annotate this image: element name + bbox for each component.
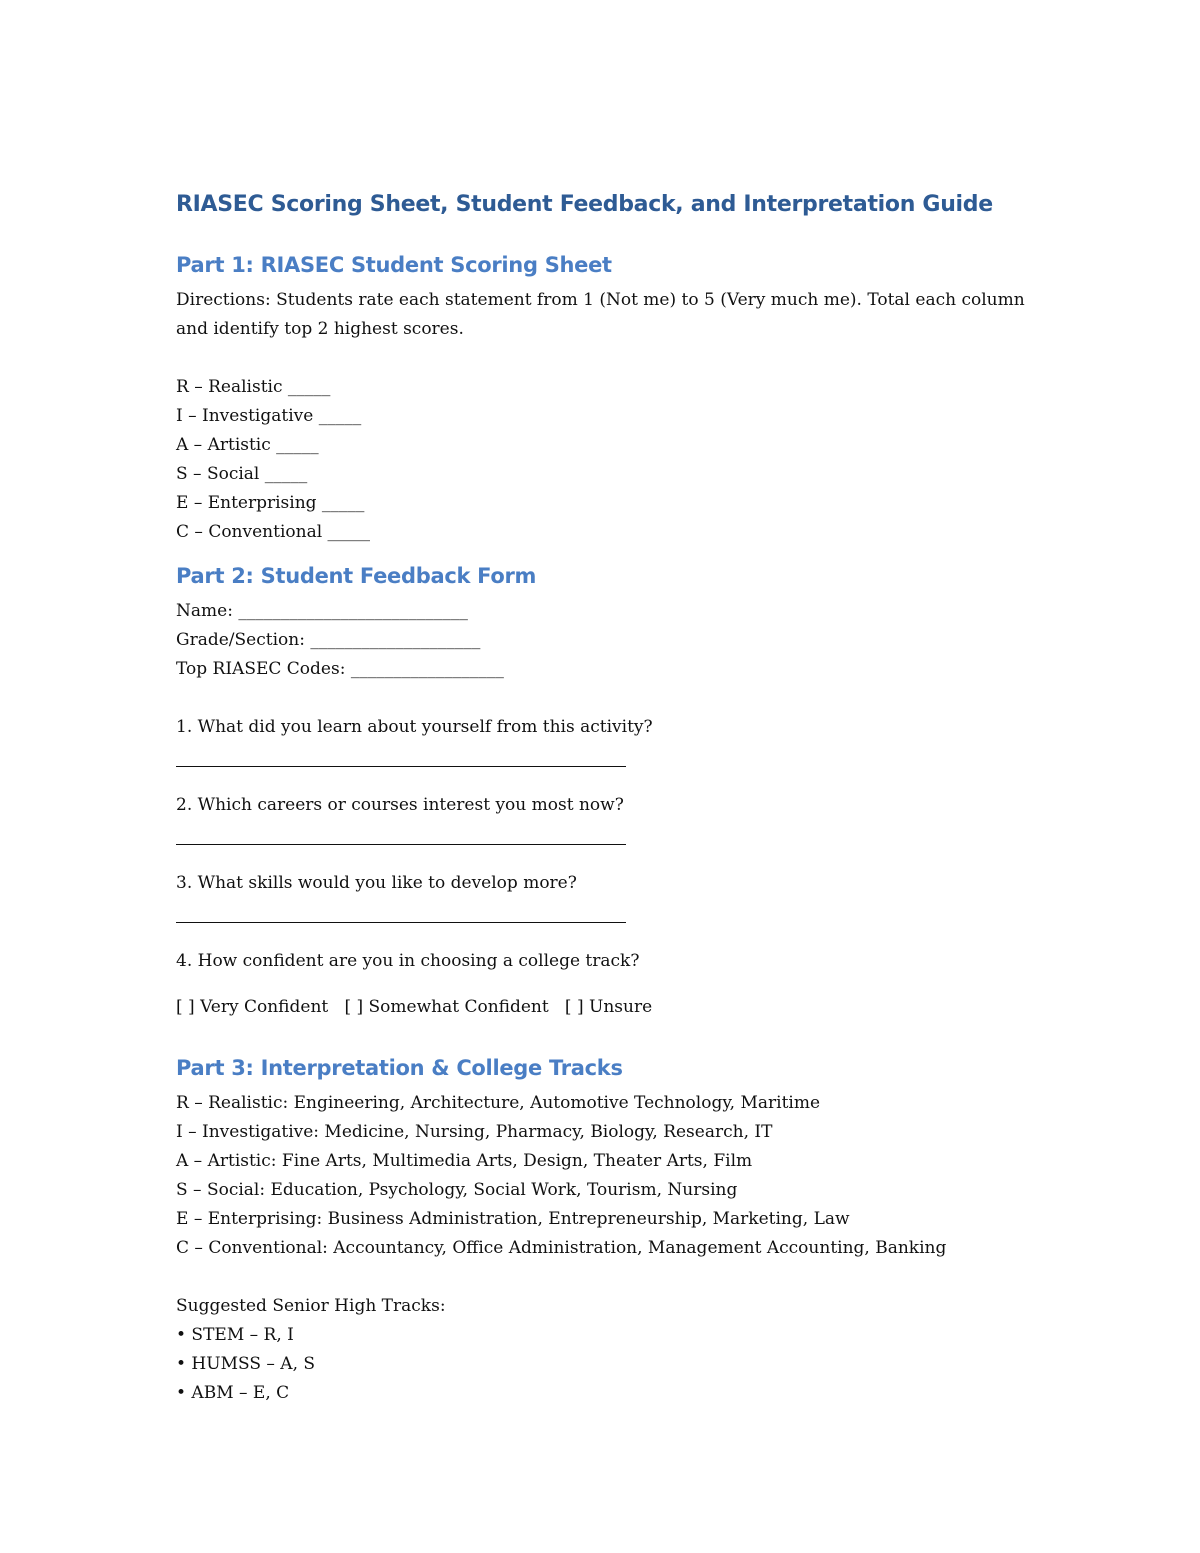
score-item-investigative: I – Investigative _____ <box>176 406 362 426</box>
score-item-social: S – Social _____ <box>176 464 308 484</box>
score-item-realistic: R – Realistic _____ <box>176 377 331 397</box>
answer-line-3 <box>176 898 626 923</box>
spacer <box>176 849 1056 869</box>
question-1 <box>176 713 1056 767</box>
score-item-artistic: A – Artistic _____ <box>176 435 319 455</box>
spacer <box>176 684 1056 713</box>
question-2-text: 2. Which careers or courses interest you most now? <box>176 795 624 815</box>
spacer <box>176 547 1056 561</box>
track-humss: • HUMSS – A, S <box>176 1354 316 1374</box>
score-item-conventional: C – Conventional _____ <box>176 522 371 542</box>
spacer <box>176 771 1056 791</box>
answer-line-1 <box>176 742 626 767</box>
question-4-text: 4. How confident are you in choosing a college track? <box>176 951 640 971</box>
name-field: Name: ___________________________ <box>176 601 468 621</box>
track-stem: • STEM – R, I <box>176 1325 294 1345</box>
question-3 <box>176 869 1056 923</box>
document-page <box>176 188 1056 1408</box>
part3-heading: Part 3: Interpretation & College Tracks <box>176 1056 623 1080</box>
interp-conventional: C – Conventional: Accountancy, Office Administration, Management Accounting, Banking <box>176 1238 947 1258</box>
question-1-text: 1. What did you learn about yourself from this activity? <box>176 717 653 737</box>
part2-heading: Part 2: Student Feedback Form <box>176 564 537 588</box>
grade-section-field: Grade/Section: ____________________ <box>176 630 481 650</box>
score-item-enterprising: E – Enterprising _____ <box>176 493 365 513</box>
interp-enterprising: E – Enterprising: Business Administration, Entrepreneurship, Marketing, Law <box>176 1209 850 1229</box>
document-title: RIASEC Scoring Sheet, Student Feedback, and Interpretation Guide <box>176 192 993 217</box>
top-codes-field: Top RIASEC Codes: __________________ <box>176 659 504 679</box>
spacer <box>176 1039 1056 1053</box>
confidence-options: [ ] Very Confident [ ] Somewhat Confident [ ] Unsure <box>176 997 653 1017</box>
interp-realistic: R – Realistic: Engineering, Architecture, Automotive Technology, Maritime <box>176 1093 821 1113</box>
answer-line-2 <box>176 820 626 845</box>
question-3-text: 3. What skills would you like to develop more? <box>176 873 577 893</box>
spacer <box>176 1263 1056 1292</box>
part1-heading: Part 1: RIASEC Student Scoring Sheet <box>176 253 612 277</box>
part1-directions: Directions: Students rate each statement from 1 (Not me) to 5 (Very much me). Total each column and identify top 2 highest scores. <box>176 290 1025 339</box>
spacer <box>176 927 1056 947</box>
interp-investigative: I – Investigative: Medicine, Nursing, Pharmacy, Biology, Research, IT <box>176 1122 773 1142</box>
interp-artistic: A – Artistic: Fine Arts, Multimedia Arts, Design, Theater Arts, Film <box>176 1151 753 1171</box>
interp-social: S – Social: Education, Psychology, Social Work, Tourism, Nursing <box>176 1180 738 1200</box>
question-2 <box>176 791 1056 845</box>
tracks-label: Suggested Senior High Tracks: <box>176 1296 446 1316</box>
spacer <box>176 344 1056 373</box>
track-abm: • ABM – E, C <box>176 1383 290 1403</box>
